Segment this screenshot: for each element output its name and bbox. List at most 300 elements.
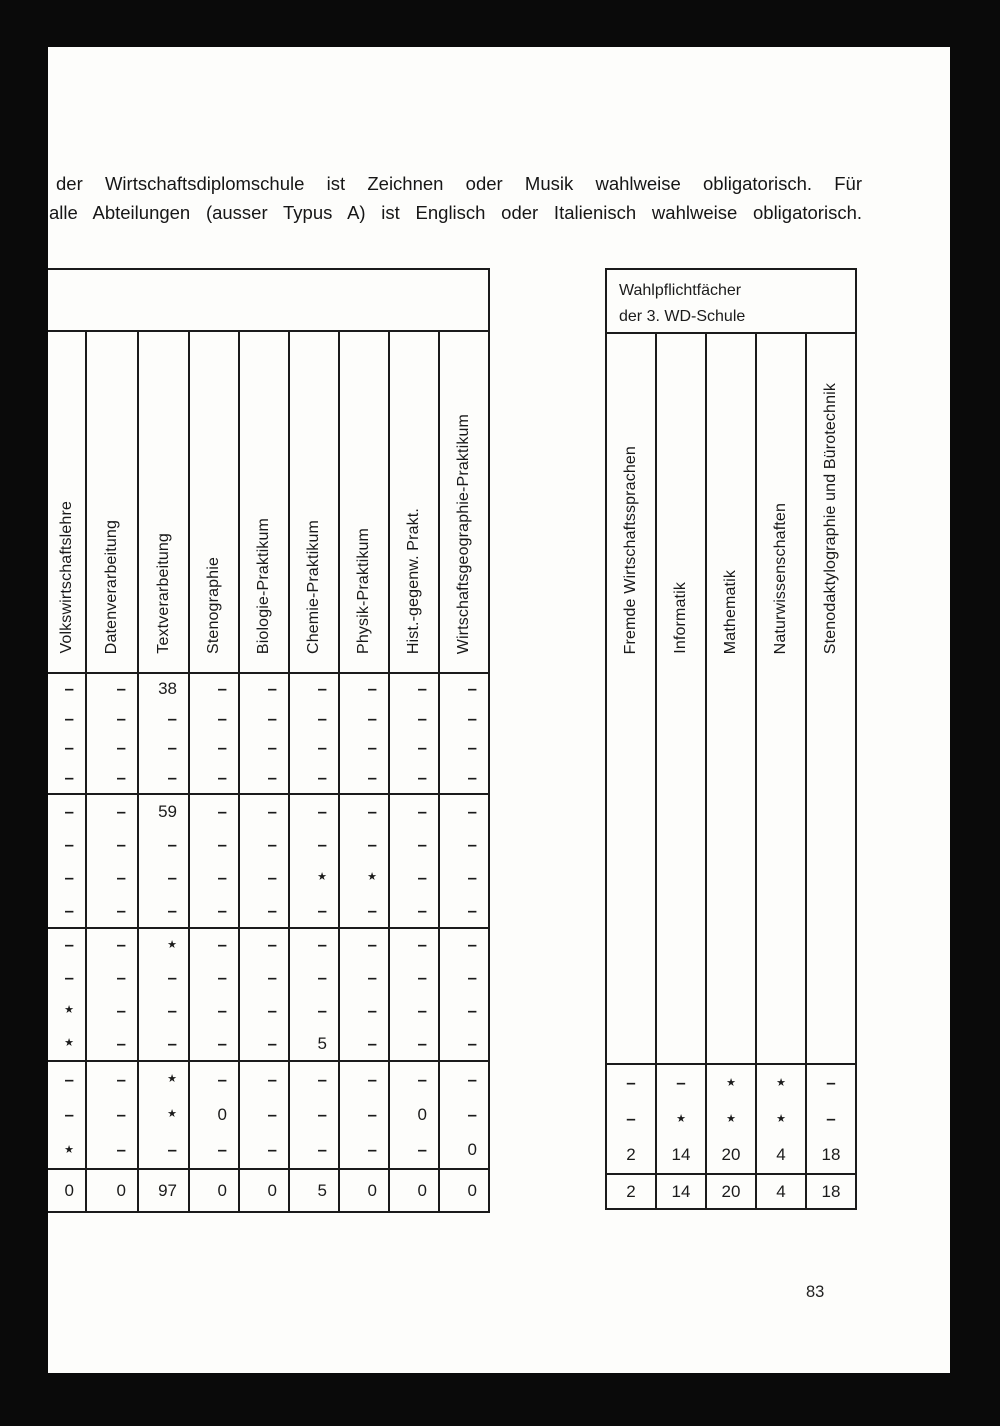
column-header-label: Volkswirtschaftslehre	[57, 501, 75, 654]
column-header-cell	[388, 332, 438, 672]
dash-mark: –	[267, 1069, 277, 1089]
dash-mark: –	[217, 1000, 227, 1020]
table-cell	[238, 1133, 288, 1168]
table-cell	[48, 894, 85, 927]
table-cell: 5	[288, 1027, 338, 1060]
dash-mark: –	[116, 1069, 126, 1089]
table-cell: 97	[137, 1170, 188, 1211]
dash-mark: –	[167, 768, 177, 788]
column-header-cell	[755, 334, 805, 1063]
dash-mark: –	[367, 968, 377, 988]
dash-mark: –	[367, 1104, 377, 1124]
dash-mark: –	[367, 1140, 377, 1160]
table-cell	[388, 1027, 438, 1060]
dash-mark: –	[116, 1033, 126, 1053]
dash-mark: –	[467, 1104, 477, 1124]
dash-mark: –	[826, 1109, 836, 1128]
table-cell	[338, 734, 388, 764]
dash-mark: –	[267, 678, 277, 698]
table-cell	[438, 861, 488, 894]
dash-mark: –	[467, 900, 477, 920]
dash-mark: –	[317, 801, 327, 821]
table-cell	[438, 674, 488, 704]
table-cell	[288, 1062, 338, 1097]
dash-mark: –	[116, 708, 126, 728]
dash-mark: –	[64, 678, 74, 698]
table-cell: 2	[626, 1181, 636, 1201]
dash-mark: –	[116, 768, 126, 788]
table-cell: 0	[388, 1170, 438, 1211]
table-cell	[338, 1097, 388, 1132]
column-header-cell	[238, 332, 288, 672]
table-cell	[238, 861, 288, 894]
dash-mark: –	[167, 738, 177, 758]
table-cell	[48, 1097, 85, 1132]
column-header-label: Informatik	[672, 582, 689, 654]
table-cell	[48, 1062, 85, 1097]
wahlpflichtfaecher-data-block	[607, 1063, 855, 1173]
dash-mark: –	[467, 708, 477, 728]
table-cell	[188, 861, 238, 894]
table-cell: 0	[188, 1097, 238, 1132]
dash-mark: –	[217, 678, 227, 698]
asterisk-mark: ★	[776, 1112, 786, 1125]
wahlpflichtfaecher-title-line-1: Wahlpflichtfächer	[619, 282, 742, 299]
dash-mark: –	[417, 968, 427, 988]
table-cell	[438, 1097, 488, 1132]
dash-mark: –	[116, 738, 126, 758]
asterisk-mark: ★	[726, 1076, 736, 1089]
table-cell	[137, 1133, 188, 1168]
dash-mark: –	[417, 1000, 427, 1020]
dash-mark: –	[417, 1140, 427, 1160]
table-cell	[438, 995, 488, 1028]
table-cell	[85, 1062, 137, 1097]
dash-mark: –	[116, 900, 126, 920]
dash-mark: –	[417, 738, 427, 758]
table-cell	[48, 734, 85, 764]
wahlpflichtfaecher-table	[605, 268, 857, 1210]
dash-mark: –	[267, 801, 277, 821]
dash-mark: –	[217, 738, 227, 758]
dash-mark: –	[64, 1069, 74, 1089]
table-cell	[655, 1065, 705, 1101]
table-cell	[188, 828, 238, 861]
dash-mark: –	[116, 968, 126, 988]
table-cell: 0	[64, 1180, 74, 1200]
table-cell	[238, 929, 288, 962]
table-cell	[438, 704, 488, 734]
subjects-table-block-3	[48, 927, 488, 1060]
dash-mark: –	[64, 935, 74, 955]
table-cell	[48, 795, 85, 828]
table-cell	[188, 763, 238, 793]
dash-mark: –	[217, 801, 227, 821]
dash-mark: –	[217, 834, 227, 854]
table-cell: 2	[626, 1145, 636, 1164]
table-cell	[438, 734, 488, 764]
table-cell	[338, 828, 388, 861]
table-cell	[388, 1062, 438, 1097]
table-cell	[755, 1065, 805, 1101]
column-header-label: Stenographie	[205, 557, 222, 654]
column-header-cell	[48, 332, 85, 672]
table-cell	[288, 795, 338, 828]
table-cell	[137, 894, 188, 927]
table-cell	[85, 929, 137, 962]
table-cell	[438, 1027, 488, 1060]
table-cell	[238, 1062, 288, 1097]
table-cell: 0	[388, 1097, 438, 1132]
table-cell: 18	[805, 1175, 855, 1208]
wahlpflichtfaecher-column-headers	[607, 332, 855, 1063]
table-cell	[85, 995, 137, 1028]
wahlpflichtfaecher-table-title	[607, 270, 855, 332]
subjects-table-totals-row	[48, 1168, 488, 1211]
dash-mark: –	[167, 1033, 177, 1053]
dash-mark: –	[267, 708, 277, 728]
dash-mark: –	[167, 708, 177, 728]
dash-mark: –	[217, 867, 227, 887]
dash-mark: –	[116, 935, 126, 955]
table-cell	[705, 1101, 755, 1137]
table-cell	[188, 894, 238, 927]
dash-mark: –	[317, 1000, 327, 1020]
dash-mark: –	[367, 1069, 377, 1089]
dash-mark: –	[467, 1069, 477, 1089]
table-cell	[85, 763, 137, 793]
dash-mark: –	[64, 738, 74, 758]
table-cell	[48, 704, 85, 734]
table-cell	[388, 894, 438, 927]
dash-mark: –	[317, 1069, 327, 1089]
dash-mark: –	[626, 1073, 636, 1092]
dash-mark: –	[217, 968, 227, 988]
table-cell	[338, 704, 388, 734]
dash-mark: –	[317, 900, 327, 920]
table-cell	[438, 1062, 488, 1097]
column-header-cell	[338, 332, 388, 672]
table-cell: 4	[755, 1175, 805, 1208]
table-cell	[288, 674, 338, 704]
table-cell: 0	[85, 1170, 137, 1211]
table-cell: 0	[438, 1133, 488, 1168]
table-cell	[137, 1097, 188, 1132]
asterisk-mark: ★	[776, 1076, 786, 1089]
column-header-cell	[137, 332, 188, 672]
dash-mark: –	[367, 1033, 377, 1053]
table-cell: 0	[438, 1170, 488, 1211]
table-cell	[438, 962, 488, 995]
dash-mark: –	[167, 867, 177, 887]
table-cell	[338, 1133, 388, 1168]
table-cell	[48, 995, 85, 1028]
subjects-table-block-1	[48, 672, 488, 793]
dash-mark: –	[467, 834, 477, 854]
table-cell	[137, 861, 188, 894]
table-cell	[805, 1065, 855, 1101]
table-cell	[48, 828, 85, 861]
table-cell	[388, 674, 438, 704]
dash-mark: –	[167, 900, 177, 920]
asterisk-mark: ★	[167, 1073, 177, 1086]
table-cell	[438, 763, 488, 793]
subjects-table-block-4	[48, 1060, 488, 1168]
dash-mark: –	[167, 1140, 177, 1160]
table-cell	[288, 995, 338, 1028]
table-cell	[188, 1133, 238, 1168]
dash-mark: –	[417, 708, 427, 728]
table-cell	[338, 1062, 388, 1097]
dash-mark: –	[116, 801, 126, 821]
dash-mark: –	[626, 1109, 636, 1128]
table-cell	[188, 1062, 238, 1097]
table-cell: 0	[238, 1170, 288, 1211]
table-cell	[388, 995, 438, 1028]
dash-mark: –	[116, 834, 126, 854]
table-cell	[288, 929, 338, 962]
table-cell: 18	[805, 1137, 855, 1173]
table-cell: 0	[338, 1170, 388, 1211]
table-cell	[338, 894, 388, 927]
dash-mark: –	[467, 968, 477, 988]
table-cell	[238, 1097, 288, 1132]
dash-mark: –	[417, 801, 427, 821]
table-cell	[188, 674, 238, 704]
dash-mark: –	[317, 1140, 327, 1160]
table-cell	[238, 1027, 288, 1060]
table-cell	[238, 995, 288, 1028]
dash-mark: –	[676, 1073, 686, 1092]
dash-mark: –	[467, 801, 477, 821]
table-cell	[48, 1133, 85, 1168]
dash-mark: –	[267, 867, 277, 887]
table-cell	[238, 763, 288, 793]
table-cell: 20	[705, 1175, 755, 1208]
column-header-label: Physik-Praktikum	[355, 528, 372, 654]
dash-mark: –	[217, 768, 227, 788]
dash-mark: –	[317, 678, 327, 698]
subjects-table-empty-header	[48, 270, 488, 330]
table-cell	[188, 995, 238, 1028]
dash-mark: –	[467, 935, 477, 955]
table-cell: 5	[288, 1170, 338, 1211]
dash-mark: –	[467, 867, 477, 887]
dash-mark: –	[116, 1000, 126, 1020]
asterisk-mark: ★	[64, 1143, 74, 1156]
dash-mark: –	[64, 834, 74, 854]
dash-mark: –	[417, 1069, 427, 1089]
dash-mark: –	[64, 867, 74, 887]
dash-mark: –	[467, 1000, 477, 1020]
dash-mark: –	[367, 935, 377, 955]
dash-mark: –	[217, 1069, 227, 1089]
dash-mark: –	[267, 935, 277, 955]
dash-mark: –	[417, 900, 427, 920]
dash-mark: –	[317, 708, 327, 728]
table-cell	[388, 763, 438, 793]
column-header-cell	[288, 332, 338, 672]
table-cell	[388, 734, 438, 764]
column-header-cell	[188, 332, 238, 672]
table-cell: 4	[755, 1137, 805, 1173]
asterisk-mark: ★	[64, 1037, 74, 1050]
table-cell	[288, 1097, 338, 1132]
table-cell	[85, 1027, 137, 1060]
dash-mark: –	[317, 1104, 327, 1124]
table-cell	[188, 704, 238, 734]
dash-mark: –	[317, 968, 327, 988]
column-header-label: Naturwissenschaften	[772, 502, 789, 654]
column-header-cell	[438, 332, 488, 672]
table-cell	[288, 734, 338, 764]
table-cell	[607, 1065, 655, 1101]
table-cell	[48, 929, 85, 962]
dash-mark: –	[64, 708, 74, 728]
dash-mark: –	[267, 1104, 277, 1124]
dash-mark: –	[417, 768, 427, 788]
table-cell	[338, 795, 388, 828]
dash-mark: –	[217, 708, 227, 728]
table-cell	[188, 962, 238, 995]
table-cell	[85, 795, 137, 828]
table-cell	[338, 674, 388, 704]
column-header-label: Chemie-Praktikum	[305, 520, 322, 654]
asterisk-mark: ★	[64, 1004, 74, 1017]
table-cell	[238, 674, 288, 704]
table-cell	[238, 828, 288, 861]
table-cell	[137, 1027, 188, 1060]
table-cell	[388, 861, 438, 894]
dash-mark: –	[167, 1000, 177, 1020]
dash-mark: –	[417, 867, 427, 887]
dash-mark: –	[367, 678, 377, 698]
page-number: 83	[806, 1283, 825, 1301]
dash-mark: –	[467, 738, 477, 758]
dash-mark: –	[267, 834, 277, 854]
dash-mark: –	[367, 834, 377, 854]
dash-mark: –	[367, 768, 377, 788]
dash-mark: –	[417, 1033, 427, 1053]
asterisk-mark: ★	[367, 871, 377, 883]
table-cell	[48, 763, 85, 793]
table-cell	[338, 763, 388, 793]
table-cell	[288, 962, 338, 995]
dash-mark: –	[367, 900, 377, 920]
asterisk-mark: ★	[676, 1112, 686, 1125]
table-cell	[188, 734, 238, 764]
table-cell: 59	[137, 795, 188, 828]
table-cell	[85, 674, 137, 704]
table-cell	[85, 1097, 137, 1132]
dash-mark: –	[467, 1033, 477, 1053]
dash-mark: –	[217, 935, 227, 955]
table-cell	[85, 894, 137, 927]
asterisk-mark: ★	[167, 938, 177, 951]
table-cell	[137, 763, 188, 793]
dash-mark: –	[64, 900, 74, 920]
table-cell	[48, 1027, 85, 1060]
table-cell	[188, 1027, 238, 1060]
table-cell	[238, 795, 288, 828]
table-cell	[338, 929, 388, 962]
table-cell	[388, 795, 438, 828]
dash-mark: –	[317, 738, 327, 758]
table-cell: 38	[137, 674, 188, 704]
dash-mark: –	[267, 1140, 277, 1160]
column-header-cell	[705, 334, 755, 1063]
table-cell	[188, 795, 238, 828]
table-cell	[288, 704, 338, 734]
table-cell	[48, 861, 85, 894]
table-cell	[85, 861, 137, 894]
table-cell	[388, 929, 438, 962]
table-cell	[288, 763, 338, 793]
table-cell	[705, 1065, 755, 1101]
table-cell	[755, 1101, 805, 1137]
dash-mark: –	[267, 968, 277, 988]
wahlpflichtfaecher-totals-row	[607, 1173, 855, 1208]
table-cell	[137, 962, 188, 995]
table-cell	[805, 1101, 855, 1137]
column-header-label: Textverarbeitung	[154, 533, 172, 654]
table-cell	[137, 929, 188, 962]
dash-mark: –	[826, 1073, 836, 1092]
dash-mark: –	[467, 768, 477, 788]
table-cell: 14	[655, 1175, 705, 1208]
dash-mark: –	[116, 867, 126, 887]
table-cell	[388, 962, 438, 995]
dash-mark: –	[267, 900, 277, 920]
table-cell	[438, 828, 488, 861]
dash-mark: –	[267, 738, 277, 758]
table-cell	[137, 704, 188, 734]
table-cell	[48, 962, 85, 995]
dash-mark: –	[367, 1000, 377, 1020]
dash-mark: –	[64, 1104, 74, 1124]
dash-mark: –	[217, 900, 227, 920]
table-cell	[188, 929, 238, 962]
dash-mark: –	[217, 1140, 227, 1160]
table-cell	[85, 704, 137, 734]
table-cell	[85, 828, 137, 861]
column-header-cell	[85, 332, 137, 672]
table-cell	[137, 995, 188, 1028]
subjects-table-column-headers	[48, 330, 488, 672]
table-cell: 14	[655, 1137, 705, 1173]
column-header-label: Mathematik	[722, 569, 739, 654]
table-cell: 20	[705, 1137, 755, 1173]
table-cell	[607, 1101, 655, 1137]
table-cell	[288, 894, 338, 927]
column-header-label: Fremde Wirtschaftssprachen	[622, 445, 639, 654]
wahlpflichtfaecher-title-line-2: der 3. WD-Schule	[619, 307, 746, 325]
table-cell	[338, 1027, 388, 1060]
dash-mark: –	[417, 834, 427, 854]
asterisk-mark: ★	[167, 1108, 177, 1121]
table-cell	[655, 1101, 705, 1137]
dash-mark: –	[417, 678, 427, 698]
subjects-table-block-2	[48, 793, 488, 927]
table-cell	[137, 734, 188, 764]
table-cell	[238, 962, 288, 995]
intro-paragraph	[49, 169, 862, 227]
dash-mark: –	[467, 678, 477, 698]
column-header-label: Biologie-Praktikum	[255, 517, 272, 654]
column-header-label: Datenverarbeitung	[103, 519, 120, 654]
dash-mark: –	[317, 768, 327, 788]
table-cell	[288, 1133, 338, 1168]
